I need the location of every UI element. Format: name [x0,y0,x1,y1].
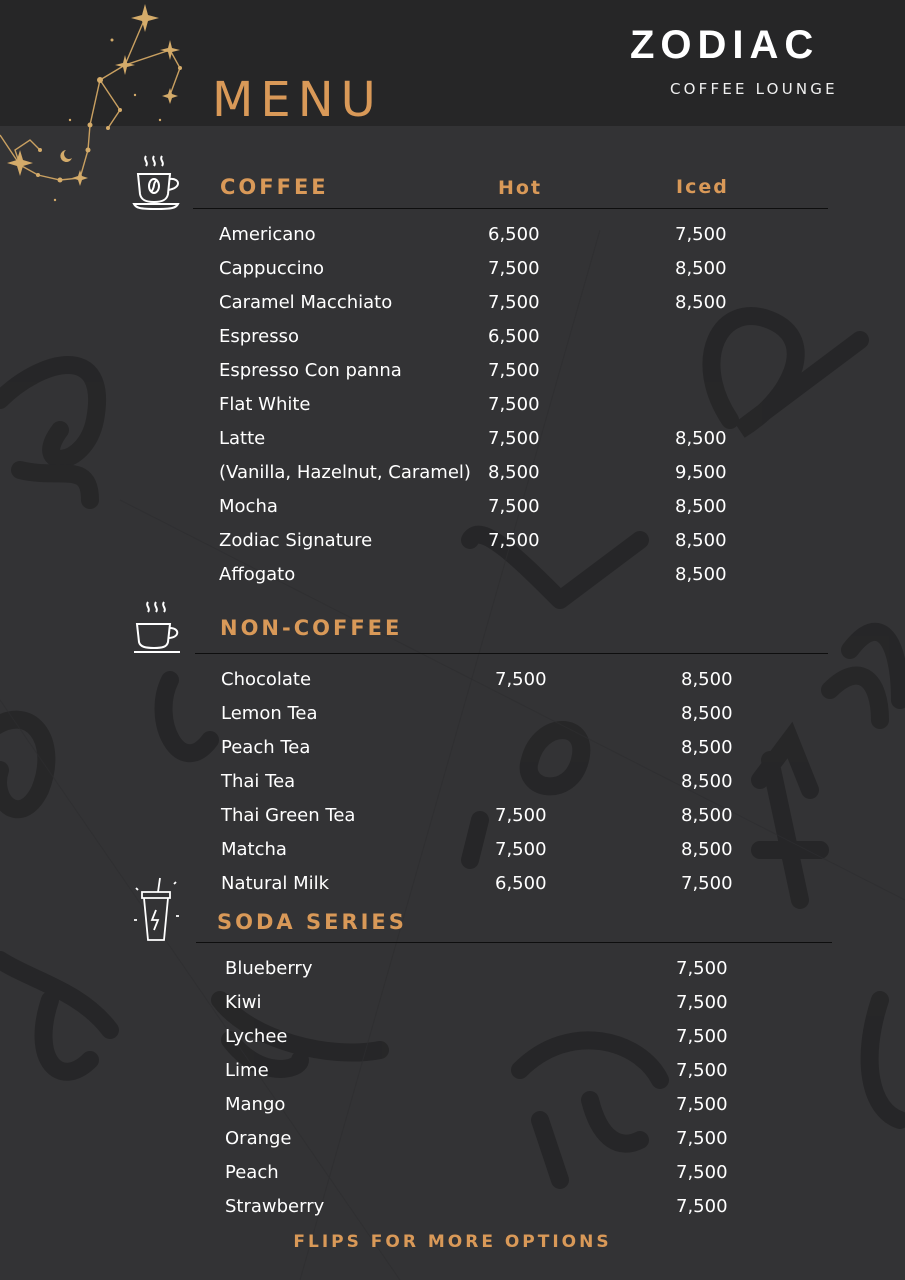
item-name: Matcha [221,839,287,860]
item-name: Mocha [219,496,278,517]
menu-item-row [225,952,845,986]
hot-price: 7,500 [488,360,540,381]
hot-price: 8,500 [488,462,540,483]
item-name: Lime [225,1060,269,1081]
menu-item-row [221,799,841,833]
coffee-divider [193,208,828,209]
item-name: Natural Milk [221,873,330,894]
non-coffee-section-title: NON-COFFEE [220,616,403,640]
item-name: Latte [219,428,266,449]
hot-price: 7,500 [488,428,540,449]
menu-item-row [225,1054,845,1088]
item-name: Lychee [225,1026,288,1047]
hot-price: 6,500 [488,224,540,245]
hot-price: 7,500 [488,394,540,415]
menu-item-row [221,833,841,867]
menu-item-row [221,697,841,731]
iced-price: 8,500 [681,771,733,792]
hot-price: 7,500 [488,258,540,279]
menu-item-row [219,490,839,524]
iced-price: 8,500 [675,292,727,313]
item-name: Kiwi [225,992,262,1013]
hot-column-header: Hot [498,177,543,199]
menu-item-row [225,1020,845,1054]
menu-item-row [221,663,841,697]
menu-item-row [221,765,841,799]
iced-price: 8,500 [675,530,727,551]
menu-item-row [219,456,839,490]
tea-cup-icon [132,600,184,656]
item-name: Caramel Macchiato [219,292,393,313]
menu-item-row [225,1122,845,1156]
menu-item-row [219,558,839,592]
hot-price: 7,500 [495,669,547,690]
iced-price: 8,500 [681,805,733,826]
item-name: Espresso [219,326,300,347]
soda-divider [196,942,832,943]
menu-item-row [221,867,841,901]
item-price: 7,500 [676,1162,728,1183]
item-name: Blueberry [225,958,313,979]
hot-price: 6,500 [495,873,547,894]
hot-price: 6,500 [488,326,540,347]
iced-price: 8,500 [681,839,733,860]
coffee-cup-icon [132,154,184,212]
brand-logo [630,22,880,98]
menu-item-row [225,986,845,1020]
iced-price: 8,500 [675,428,727,449]
hot-price: 7,500 [488,530,540,551]
footer-note: FLIPS FOR MORE OPTIONS [293,1232,612,1252]
brand-name: ZODIAC [630,23,820,67]
iced-price: 8,500 [675,258,727,279]
menu-item-row [225,1190,845,1224]
hot-price: 7,500 [488,496,540,517]
item-name: Affogato [219,564,296,585]
iced-price: 8,500 [681,669,733,690]
iced-price: 7,500 [681,873,733,894]
menu-item-row [219,524,839,558]
iced-price: 8,500 [681,737,733,758]
item-name: Americano [219,224,316,245]
item-name: Lemon Tea [221,703,318,724]
item-price: 7,500 [676,1128,728,1149]
menu-item-row [221,731,841,765]
item-name: Strawberry [225,1196,325,1217]
item-price: 7,500 [676,958,728,979]
menu-item-row [225,1088,845,1122]
item-name: Orange [225,1128,292,1149]
menu-item-row [219,422,839,456]
non-coffee-divider [195,653,828,654]
item-name: (Vanilla, Hazelnut, Caramel) [219,462,471,483]
menu-item-row [225,1156,845,1190]
iced-price: 7,500 [675,224,727,245]
iced-column-header: Iced [676,176,729,198]
soda-section-title: SODA SERIES [217,910,407,934]
menu-item-row [219,320,839,354]
item-name: Chocolate [221,669,312,690]
item-price: 7,500 [676,1094,728,1115]
menu-item-row [219,252,839,286]
item-name: Flat White [219,394,311,415]
menu-item-row [219,286,839,320]
menu-item-row [219,354,839,388]
item-name: Peach Tea [221,737,311,758]
item-name: Mango [225,1094,286,1115]
menu-item-row [219,218,839,252]
iced-price: 8,500 [675,496,727,517]
iced-price: 8,500 [681,703,733,724]
iced-price: 8,500 [675,564,727,585]
item-name: Espresso Con panna [219,360,402,381]
item-price: 7,500 [676,1026,728,1047]
item-name: Cappuccino [219,258,325,279]
brand-subtitle: COFFEE LOUNGE [670,80,838,98]
coffee-section-title: COFFEE [220,175,329,199]
item-price: 7,500 [676,1060,728,1081]
item-name: Thai Green Tea [221,805,356,826]
item-price: 7,500 [676,992,728,1013]
menu-item-row [219,388,839,422]
soda-cup-icon [130,876,184,946]
hot-price: 7,500 [495,805,547,826]
menu-title: MENU [212,72,383,128]
item-name: Zodiac Signature [219,530,373,551]
hot-price: 7,500 [495,839,547,860]
iced-price: 9,500 [675,462,727,483]
item-name: Thai Tea [221,771,296,792]
item-price: 7,500 [676,1196,728,1217]
hot-price: 7,500 [488,292,540,313]
item-name: Peach [225,1162,279,1183]
